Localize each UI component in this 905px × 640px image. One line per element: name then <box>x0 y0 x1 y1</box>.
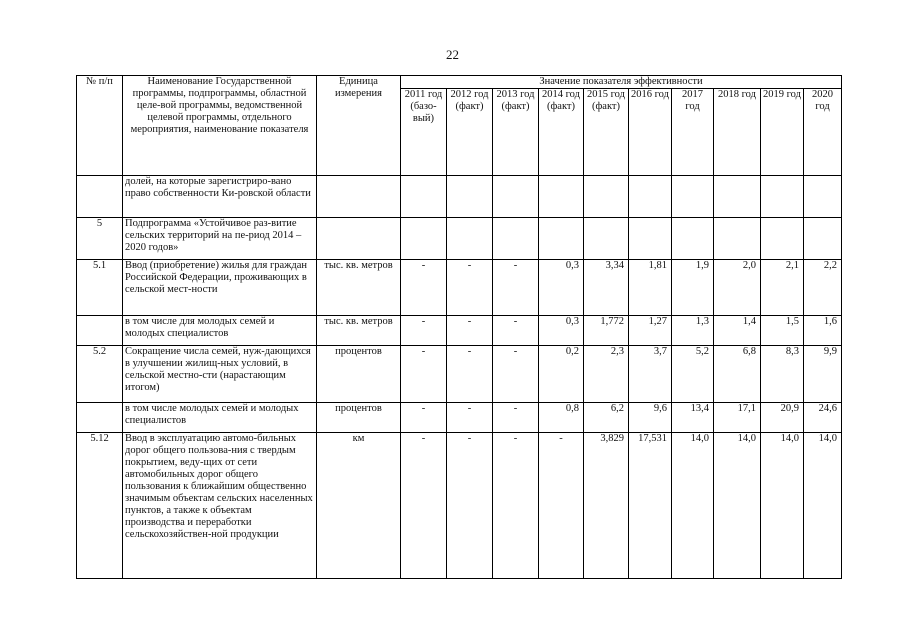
row-number <box>77 403 123 433</box>
value-cell: 0,2 <box>539 346 584 403</box>
value-cell: - <box>493 346 539 403</box>
value-cell: 0,3 <box>539 260 584 316</box>
value-cell: - <box>401 433 447 579</box>
value-cell: 0,8 <box>539 403 584 433</box>
value-cell: - <box>401 403 447 433</box>
value-cell: - <box>493 403 539 433</box>
value-cell: 3,829 <box>584 433 629 579</box>
value-cell: 14,0 <box>714 433 761 579</box>
value-cell: - <box>447 316 493 346</box>
table-row <box>77 433 842 579</box>
row-number: 5 <box>77 218 123 260</box>
value-cell: 1,27 <box>629 316 672 346</box>
value-cell <box>401 218 447 260</box>
value-cell: 0,3 <box>539 316 584 346</box>
value-cell <box>447 176 493 218</box>
page-number: 22 <box>446 47 459 62</box>
value-cell: - <box>493 260 539 316</box>
value-cell: 6,2 <box>584 403 629 433</box>
value-cell: - <box>447 260 493 316</box>
value-cell <box>447 218 493 260</box>
value-cell: - <box>493 433 539 579</box>
indicator-name: в том числе молодых семей и молодых специалистов <box>123 403 317 433</box>
value-cell <box>539 218 584 260</box>
header-year: 2015 год (факт) <box>584 89 629 176</box>
value-cell: - <box>447 433 493 579</box>
unit-cell: тыс. кв. метров <box>317 260 401 316</box>
value-cell <box>493 176 539 218</box>
value-cell: - <box>447 403 493 433</box>
header-year: 2016 год <box>629 89 672 176</box>
value-cell <box>761 176 804 218</box>
value-cell <box>629 176 672 218</box>
unit-cell <box>317 218 401 260</box>
unit-cell: процентов <box>317 346 401 403</box>
header-year: 2014 год (факт) <box>539 89 584 176</box>
value-cell <box>539 176 584 218</box>
value-cell: 9,9 <box>804 346 842 403</box>
value-cell: 6,8 <box>714 346 761 403</box>
unit-cell: процентов <box>317 403 401 433</box>
value-cell: - <box>401 316 447 346</box>
value-cell <box>804 218 842 260</box>
header-year: 2013 год (факт) <box>493 89 539 176</box>
value-cell: 2,1 <box>761 260 804 316</box>
value-cell <box>714 218 761 260</box>
value-cell: 17,531 <box>629 433 672 579</box>
header-year: 2020 год <box>804 89 842 176</box>
indicator-name: Ввод (приобретение) жилья для граждан Российской Федерации, проживающих в сельской мест-ности <box>123 260 317 316</box>
value-cell <box>804 176 842 218</box>
value-cell: - <box>401 346 447 403</box>
row-number: 5.2 <box>77 346 123 403</box>
value-cell: 20,9 <box>761 403 804 433</box>
value-cell: - <box>539 433 584 579</box>
value-cell <box>584 176 629 218</box>
value-cell <box>672 218 714 260</box>
value-cell: 14,0 <box>672 433 714 579</box>
indicator-name: в том числе для молодых семей и молодых специалистов <box>123 316 317 346</box>
value-cell: - <box>493 316 539 346</box>
value-cell: - <box>401 260 447 316</box>
efficiency-indicators-table <box>76 75 842 579</box>
value-cell: - <box>447 346 493 403</box>
header-number: № п/п <box>77 76 123 176</box>
row-number <box>77 316 123 346</box>
table-row <box>77 346 842 403</box>
value-cell: 2,0 <box>714 260 761 316</box>
value-cell: 1,5 <box>761 316 804 346</box>
value-cell: 9,6 <box>629 403 672 433</box>
indicator-name: долей, на которые зарегистриро-вано право собственности Ки-ровской области <box>123 176 317 218</box>
value-cell <box>672 176 714 218</box>
value-cell <box>761 218 804 260</box>
table-row <box>77 260 842 316</box>
value-cell <box>584 218 629 260</box>
header-indicator-name: Наименование Государственной программы, подпрограммы, областной целе-вой программы, ведомственной целевой программы, отдельного мероприятия, наименование показателя <box>123 76 317 176</box>
value-cell: 3,7 <box>629 346 672 403</box>
header-year: 2017 год <box>672 89 714 176</box>
value-cell: 1,6 <box>804 316 842 346</box>
value-cell: 8,3 <box>761 346 804 403</box>
unit-cell <box>317 176 401 218</box>
value-cell: 24,6 <box>804 403 842 433</box>
value-cell: 5,2 <box>672 346 714 403</box>
indicator-name: Сокращение числа семей, нуж-дающихся в улучшении жилищ-ных условий, в сельской местно-сти (нарастающим итогом) <box>123 346 317 403</box>
value-cell <box>493 218 539 260</box>
value-cell: 1,81 <box>629 260 672 316</box>
value-cell: 14,0 <box>804 433 842 579</box>
header-efficiency-value: Значение показателя эффективности <box>401 76 842 89</box>
value-cell: 17,1 <box>714 403 761 433</box>
value-cell: 14,0 <box>761 433 804 579</box>
table-row <box>77 176 842 218</box>
value-cell: 1,3 <box>672 316 714 346</box>
value-cell: 1,4 <box>714 316 761 346</box>
header-year: 2018 год <box>714 89 761 176</box>
value-cell: 1,9 <box>672 260 714 316</box>
row-number: 5.1 <box>77 260 123 316</box>
unit-cell: км <box>317 433 401 579</box>
value-cell <box>629 218 672 260</box>
table-row <box>77 218 842 260</box>
value-cell: 2,2 <box>804 260 842 316</box>
header-year: 2019 год <box>761 89 804 176</box>
value-cell <box>714 176 761 218</box>
row-number: 5.12 <box>77 433 123 579</box>
value-cell <box>401 176 447 218</box>
unit-cell: тыс. кв. метров <box>317 316 401 346</box>
table-row <box>77 403 842 433</box>
value-cell: 2,3 <box>584 346 629 403</box>
value-cell: 1,772 <box>584 316 629 346</box>
header-unit: Единица измерения <box>317 76 401 176</box>
indicator-name: Ввод в эксплуатацию автомо-бильных дорог общего пользова-ния с твердым покрытием, веду-щих от сети автомобильных дорог общего пользования к ближайшим общественно значимым объектам сельских населенных пунктов, а также к объектам производства и переработки сельскохозяйствен-ной продукции <box>123 433 317 579</box>
header-year: 2011 год (базо-вый) <box>401 89 447 176</box>
indicator-name: Подпрограмма «Устойчивое раз-витие сельских территорий на пе-риод 2014 – 2020 годов» <box>123 218 317 260</box>
row-number <box>77 176 123 218</box>
header-year: 2012 год (факт) <box>447 89 493 176</box>
value-cell: 13,4 <box>672 403 714 433</box>
value-cell: 3,34 <box>584 260 629 316</box>
table-row <box>77 316 842 346</box>
